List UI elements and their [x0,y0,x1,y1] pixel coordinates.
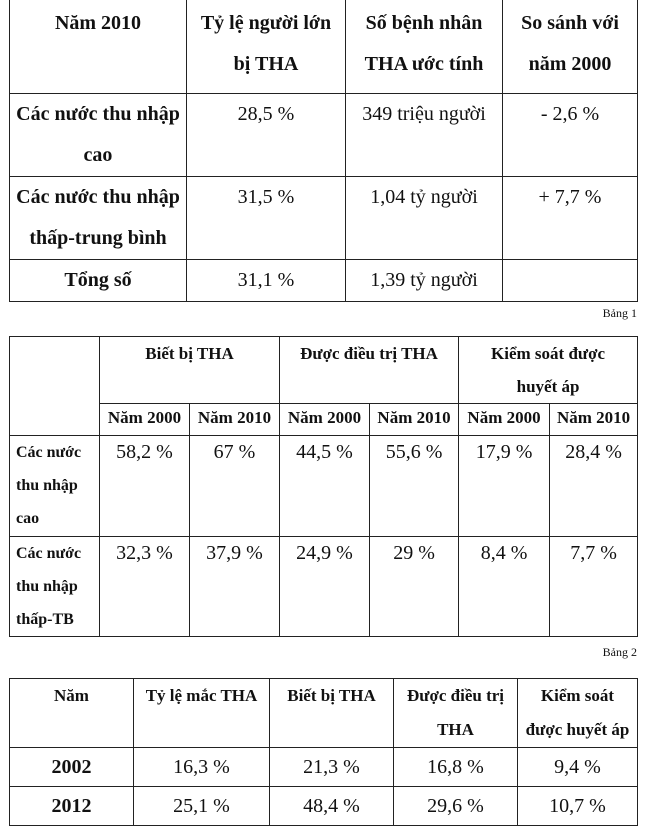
table-1-cell-patients: 1,04 tỷ người [346,177,503,260]
table-2-year-header: Năm 2010 [370,404,459,436]
table-3-cell: 25,1 % [134,787,270,826]
table-3-cell: 16,8 % [394,748,518,787]
table-3-header-cell: Biết bị THA [270,679,394,748]
table-2-year-header: Năm 2000 [280,404,370,436]
table-1-cell-compare: + 7,7 % [503,177,638,260]
table-2-group-header: Kiểm soát được huyết áp [459,337,638,404]
table-1-row-label: Các nước thu nhập thấp-trung bình [10,177,187,260]
table-3-header-cell: Kiểm soát được huyết áp [518,679,638,748]
table-2-cell: 24,9 % [280,537,370,637]
table-2-year-header: Năm 2000 [100,404,190,436]
table-2-row [10,537,638,637]
table-2-year-row [10,404,638,436]
table-1-header-cell: Tỷ lệ người lớn bị THA [187,0,346,94]
table-2-year-header: Năm 2010 [190,404,280,436]
table-2-row-label: Các nước thu nhập thấp-TB [10,537,100,637]
table-2-year-header: Năm 2000 [459,404,550,436]
table-2-cell: 67 % [190,436,280,537]
table-2-row [10,436,638,537]
table-1-header-row [10,0,638,94]
table-3-cell: 10,7 % [518,787,638,826]
table-1-cell-patients: 1,39 tỷ người [346,260,503,302]
table-3-header-cell: Được điều trị THA [394,679,518,748]
table-2-cell: 29 % [370,537,459,637]
table-1-header-cell: So sánh với năm 2000 [503,0,638,94]
table-1-caption: Bảng 1 [602,306,637,320]
table-1-row [10,94,638,177]
table-3-header-cell: Năm [10,679,134,748]
table-2-year-header: Năm 2010 [550,404,638,436]
table-3-cell: 29,6 % [394,787,518,826]
table-1-header-cell: Năm 2010 [10,0,187,94]
table-3-cell: 48,4 % [270,787,394,826]
table-1-row [10,260,638,302]
table-2-cell: 28,4 % [550,436,638,537]
table-2-cell: 55,6 % [370,436,459,537]
table-2-cell: 44,5 % [280,436,370,537]
table-3-cell: 9,4 % [518,748,638,787]
table-2-cell: 7,7 % [550,537,638,637]
table-1-cell-compare [503,260,638,302]
table-2-cell: 37,9 % [190,537,280,637]
table-3-row [10,787,638,826]
table-2-corner-cell [10,337,100,436]
table-2-cell: 17,9 % [459,436,550,537]
table-1-cell-compare: - 2,6 % [503,94,638,177]
table-2-caption: Bảng 2 [602,645,637,659]
table-2-group-header: Được điều trị THA [280,337,459,404]
table-3-row [10,748,638,787]
table-2-cell: 32,3 % [100,537,190,637]
table-1-row-label: Tổng số [10,260,187,302]
table-2-group-row [10,337,638,404]
table-3-cell: 16,3 % [134,748,270,787]
table-2-row-label: Các nước thu nhập cao [10,436,100,537]
table-1-cell-rate: 31,1 % [187,260,346,302]
table-1-row-label: Các nước thu nhập cao [10,94,187,177]
table-1-cell-patients: 349 triệu người [346,94,503,177]
table-1 [9,0,638,302]
table-3-cell: 21,3 % [270,748,394,787]
table-2-cell: 8,4 % [459,537,550,637]
table-2-cell: 58,2 % [100,436,190,537]
table-3-year-cell: 2012 [10,787,134,826]
table-2-group-header: Biết bị THA [100,337,280,404]
table-3 [9,678,638,826]
table-1-header-cell: Số bệnh nhân THA ước tính [346,0,503,94]
table-3-header-cell: Tỷ lệ mắc THA [134,679,270,748]
table-3-year-cell: 2002 [10,748,134,787]
table-3-header-row [10,679,638,748]
table-1-row [10,177,638,260]
table-2 [9,336,638,637]
table-1-cell-rate: 31,5 % [187,177,346,260]
table-1-cell-rate: 28,5 % [187,94,346,177]
